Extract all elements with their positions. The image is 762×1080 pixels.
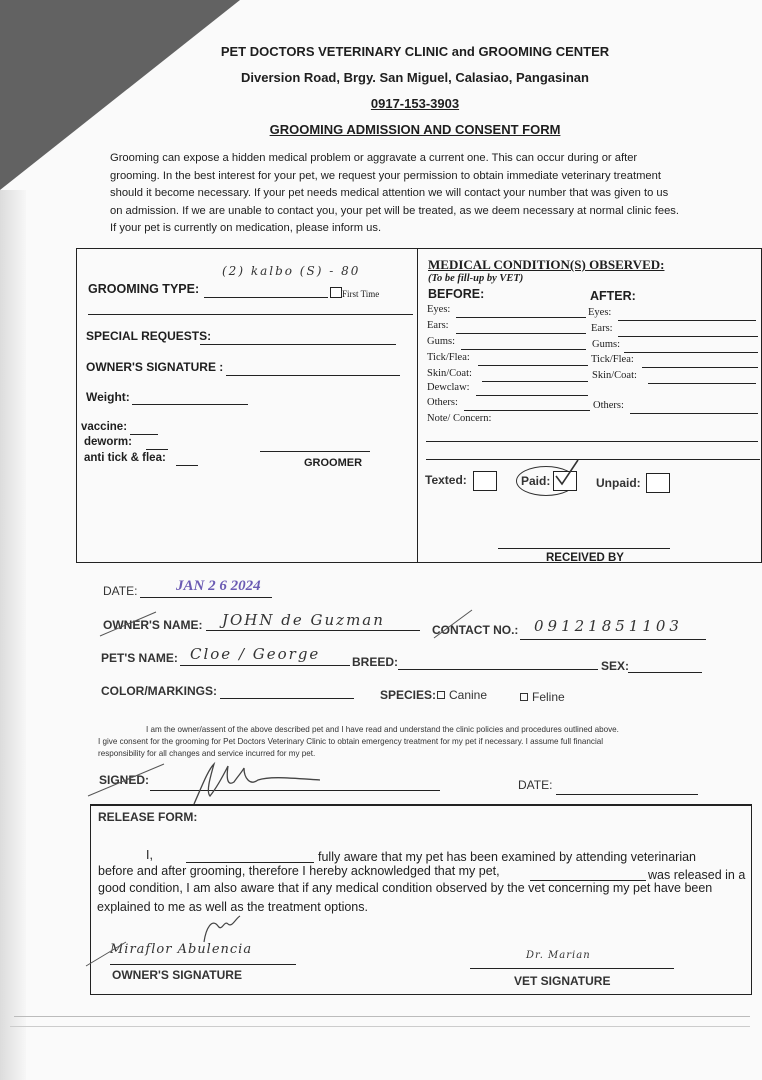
- release-i-label: I,: [146, 848, 153, 862]
- owner-signature-value: Miraflor Abulencia: [110, 942, 253, 957]
- unpaid-checkbox[interactable]: [646, 473, 670, 493]
- intro-line: If your pet is currently on medication, please inform us.: [110, 222, 382, 234]
- after-label: AFTER:: [590, 289, 636, 303]
- form-title: GROOMING ADMISSION AND CONSENT FORM: [269, 122, 561, 137]
- canine-checkbox[interactable]: [437, 691, 445, 699]
- release-name-line[interactable]: [186, 862, 314, 863]
- note-line-2[interactable]: [426, 459, 760, 460]
- before-ears-line[interactable]: [456, 333, 586, 334]
- before-eyes-line[interactable]: [456, 317, 586, 318]
- special-requests-label: SPECIAL REQUESTS:: [86, 329, 212, 343]
- medical-title: MEDICAL CONDITION(S) OBSERVED:: [428, 257, 665, 272]
- release-line-2b: was released in a: [648, 868, 746, 882]
- before-tick-line[interactable]: [478, 365, 588, 366]
- owner-signature-label: OWNER'S SIGNATURE :: [86, 360, 224, 374]
- feline-checkbox[interactable]: [520, 693, 528, 701]
- color-markings-line[interactable]: [220, 698, 354, 699]
- before-gums-line[interactable]: [461, 349, 586, 350]
- deworm-label: deworm:: [84, 436, 132, 448]
- intro-paragraph: [110, 150, 720, 238]
- before-skin-label: Skin/Coat:: [427, 368, 472, 379]
- before-ears-label: Ears:: [427, 320, 449, 331]
- before-tick-label: Tick/Flea:: [427, 352, 470, 363]
- anti-tick-label: anti tick & flea:: [84, 452, 166, 464]
- before-gums-label: Gums:: [427, 336, 456, 347]
- anti-tick-line[interactable]: [176, 465, 198, 466]
- vet-signature-value: Dr. Marian: [526, 950, 591, 961]
- after-tick-line[interactable]: [642, 367, 758, 368]
- breed-line[interactable]: [398, 669, 598, 670]
- before-label: BEFORE:: [428, 287, 485, 301]
- grooming-type-line: [204, 297, 328, 298]
- signed-date-label: DATE:: [518, 778, 553, 792]
- after-tick-label: Tick/Flea:: [591, 354, 634, 365]
- canine-label: Canine: [449, 688, 488, 702]
- consent-line: I give consent for the grooming for Pet Doctors Veterinary Clinic to obtain emergency treatment for my pet if necessary. I assume full financial: [98, 737, 604, 746]
- vaccine-label: vaccine:: [81, 421, 128, 433]
- scribble-strike-mark: [96, 606, 476, 646]
- first-time-label: First Time: [342, 289, 380, 299]
- texted-label: Texted:: [425, 473, 467, 487]
- weight-line[interactable]: [132, 404, 248, 405]
- groomer-line[interactable]: [260, 451, 370, 452]
- signed-date-line[interactable]: [556, 794, 698, 795]
- before-others-line[interactable]: [464, 410, 590, 411]
- texted-checkbox[interactable]: [473, 471, 497, 491]
- after-eyes-label: Eyes:: [588, 307, 612, 318]
- first-time-checkbox[interactable]: [330, 287, 342, 298]
- before-eyes-label: Eyes:: [427, 304, 451, 315]
- pet-name-label: PET'S NAME:: [101, 651, 178, 665]
- after-skin-label: Skin/Coat:: [592, 370, 637, 381]
- paid-label: Paid:: [521, 474, 551, 488]
- owner-signature-line-release[interactable]: [110, 964, 296, 965]
- pet-name-line[interactable]: [180, 665, 350, 666]
- signed-label: SIGNED:: [99, 773, 150, 787]
- paid-checkbox[interactable]: [553, 471, 577, 491]
- release-title: RELEASE FORM:: [98, 810, 198, 824]
- note-line-1[interactable]: [426, 441, 758, 442]
- vet-signature-line[interactable]: [470, 968, 674, 969]
- intro-line: Grooming can expose a hidden medical problem or aggravate a current one. This can occur during or after: [110, 152, 638, 164]
- clinic-name: PET DOCTORS VETERINARY CLINIC and GROOMING CENTER: [220, 44, 610, 59]
- received-by-line[interactable]: [498, 548, 670, 549]
- grooming-type-value: (2) kalbo (S) - 80: [222, 264, 361, 278]
- contact-label: CONTACT NO.:: [432, 623, 519, 637]
- vaccine-line[interactable]: [130, 434, 158, 435]
- feline-label: Feline: [532, 690, 565, 704]
- deworm-line[interactable]: [146, 449, 168, 450]
- pet-name-value: Cloe / George: [190, 645, 321, 663]
- contact-line[interactable]: [520, 639, 706, 640]
- release-line-2a: before and after grooming, therefore I hereby acknowledged that my pet,: [98, 864, 500, 878]
- scan-edge-shadow: [0, 190, 26, 1080]
- release-signature-flourish: [196, 912, 246, 946]
- grooming-type-label: GROOMING TYPE:: [88, 282, 200, 296]
- owner-signature-line[interactable]: [226, 375, 400, 376]
- contact-value: 09121851103: [534, 617, 683, 635]
- color-markings-label: COLOR/MARKINGS:: [101, 684, 217, 698]
- note-label: Note/ Concern:: [427, 413, 492, 424]
- consent-line: responsibility for all changes and service incurred for my pet.: [98, 749, 316, 758]
- unpaid-label: Unpaid:: [596, 476, 641, 490]
- owner-name-value: JOHN de Guzman: [222, 611, 385, 629]
- date-line[interactable]: [140, 597, 272, 598]
- owner-signature-scribble: [180, 756, 330, 806]
- checkmark-icon: [552, 458, 580, 488]
- sex-label: SEX:: [601, 659, 630, 673]
- species-label: SPECIES:: [380, 688, 437, 702]
- box-divider: [417, 248, 418, 562]
- medical-subtitle: (To be fill-up by VET): [428, 273, 524, 284]
- after-gums-line[interactable]: [624, 352, 758, 353]
- before-skin-line[interactable]: [482, 381, 588, 382]
- intro-line: on admission. If we are unable to contact you, your pet will be treated, as we deem necessary at normal clinic fees.: [110, 204, 679, 217]
- vet-signature-caption: VET SIGNATURE: [514, 974, 611, 988]
- after-others-label: Others:: [593, 400, 624, 411]
- intro-line: grooming. In the best interest for your pet, we request your permission to obtain immediate veterinary treatment: [110, 169, 661, 182]
- before-others-label: Others:: [427, 397, 458, 408]
- breed-label: BREED:: [352, 655, 399, 669]
- intro-line: should it become necessary. If your pet needs medical attention we will contact your number that was given to us: [110, 187, 669, 199]
- received-by-label: RECEIVED BY: [546, 552, 624, 564]
- groomer-label: GROOMER: [304, 457, 363, 469]
- after-others-line[interactable]: [630, 413, 758, 414]
- sex-line[interactable]: [628, 672, 702, 673]
- before-dewclaw-line[interactable]: [476, 395, 588, 396]
- release-line-1: fully aware that my pet has been examined by attending veterinarian: [318, 850, 697, 864]
- after-eyes-line[interactable]: [618, 320, 756, 321]
- after-skin-line[interactable]: [648, 383, 756, 384]
- owner-signature-caption: OWNER'S SIGNATURE: [112, 968, 242, 982]
- owner-name-label: OWNER'S NAME:: [103, 618, 203, 632]
- date-label: DATE:: [103, 584, 138, 598]
- after-ears-line[interactable]: [618, 336, 758, 337]
- after-ears-label: Ears:: [591, 323, 613, 334]
- clinic-address: Diversion Road, Brgy. San Miguel, Calasiao, Pangasinan: [241, 70, 589, 85]
- release-line-4: explained to me as well as the treatment options.: [97, 900, 368, 914]
- weight-label: Weight:: [86, 390, 130, 404]
- special-requests-line[interactable]: [200, 344, 396, 345]
- before-dewclaw-label: Dewclaw:: [427, 382, 470, 393]
- grooming-type-line-2: [88, 314, 413, 315]
- scribble-strike-mark: [84, 760, 174, 800]
- consent-line: I am the owner/assent of the above described pet and I have read and understand the clinic policies and procedures outlined above.: [146, 725, 619, 734]
- date-stamp: JAN 2 6 2024: [176, 578, 261, 594]
- clinic-phone: 0917-153-3903: [370, 96, 460, 111]
- paper-edge: [10, 1026, 750, 1027]
- after-gums-label: Gums:: [592, 339, 621, 350]
- paper-edge: [14, 1016, 750, 1017]
- release-line-3: good condition, I am also aware that if any medical condition observed by the vet concerning my pet have been: [98, 881, 713, 895]
